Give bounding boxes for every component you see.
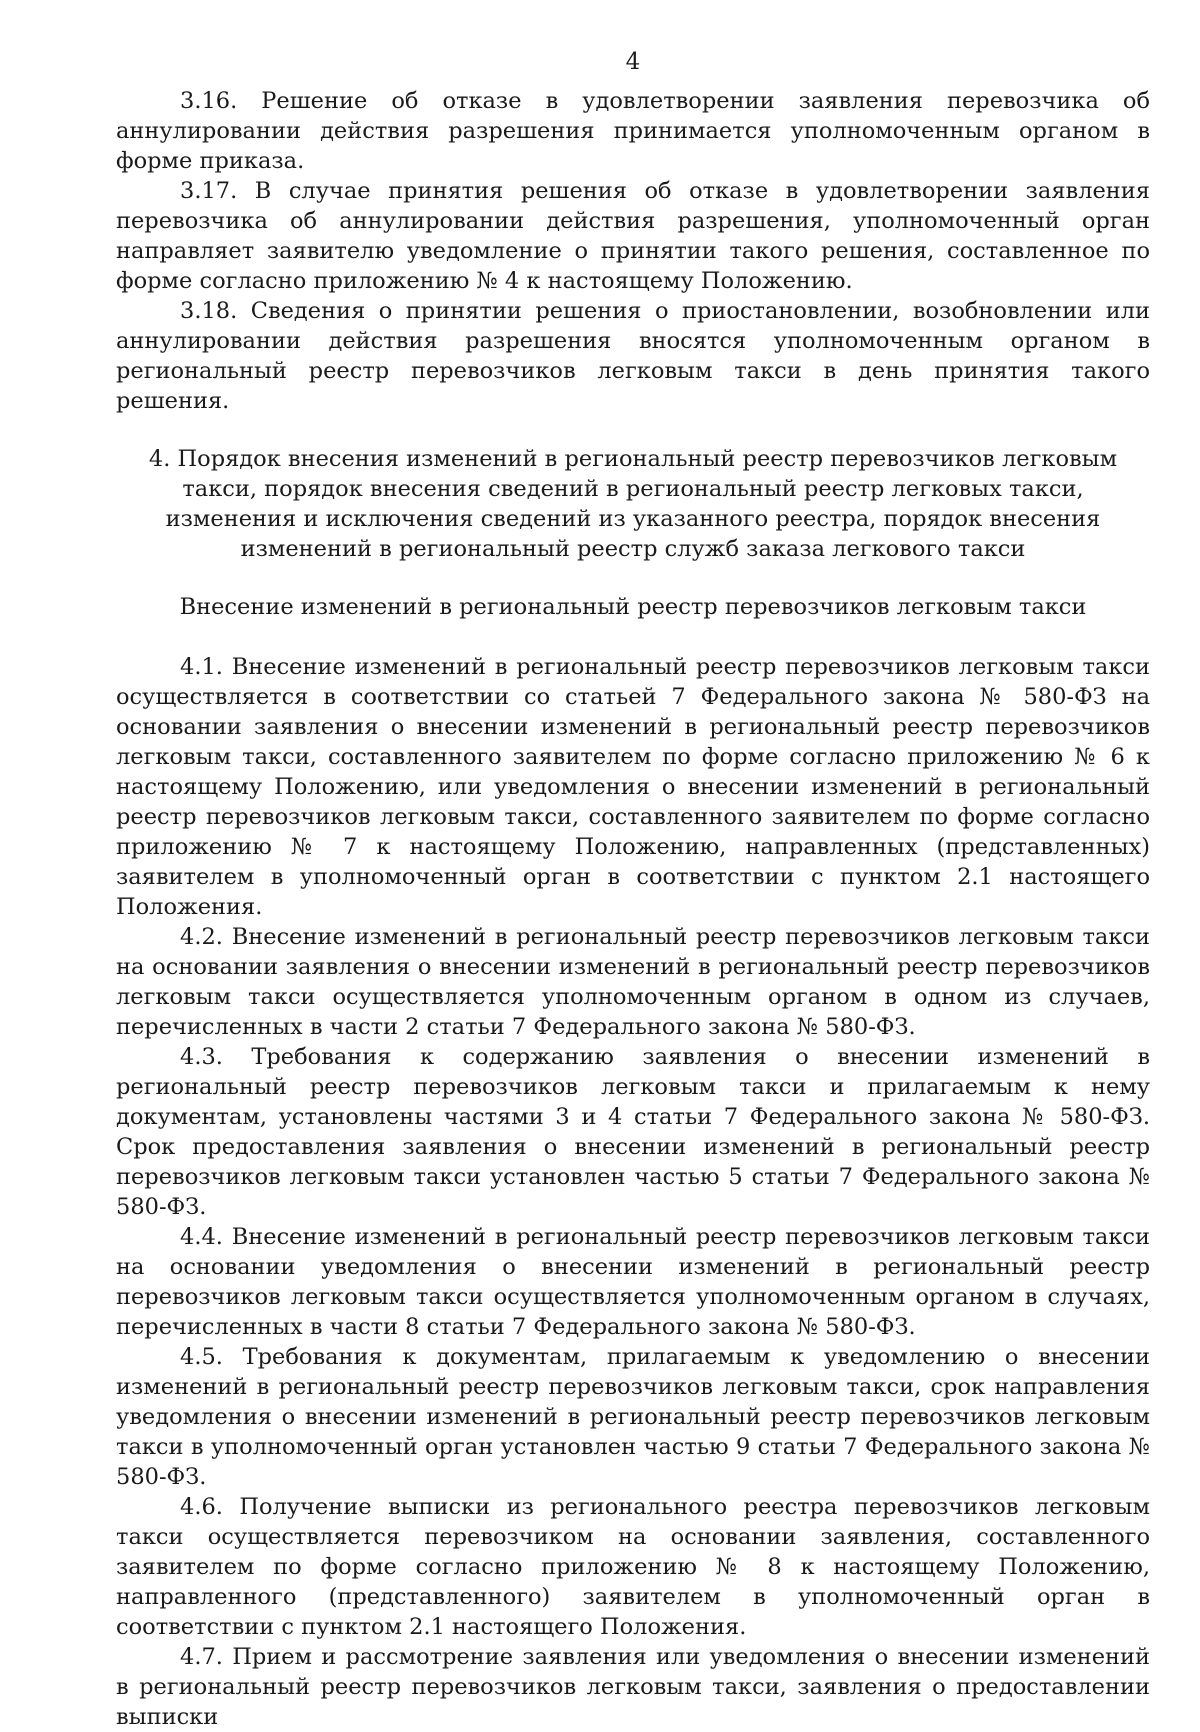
section-heading: 4. Порядок внесения изменений в региональный реестр перевозчиков легковым такси, порядок внесения сведений в региональный реестр легковых такси, изменения и исключения сведений из указанного реестра, порядок внесения изменений в региональный реестр служб заказа легкового такси — [148, 446, 1118, 562]
paragraph-4-5: 4.5. Требования к документам, прилагаемым к уведомлению о внесении изменений в региональный реестр перевозчиков легковым такси, срок направления уведомления о внесении изменений в региональный реестр перевозчиков легковым такси в уполномоченный орган установлен частью 9 статьи 7 Федерального закона № 580-ФЗ. — [116, 1344, 1150, 1490]
paragraph-4-2: 4.2. Внесение изменений в региональный реестр перевозчиков легковым такси на основании заявления о внесении изменений в региональный реестр перевозчиков легковым такси осуществляется уполномоченным органом в одном из случаев, перечисленных в части 2 статьи 7 Федерального закона № 580-ФЗ. — [116, 924, 1150, 1040]
paragraph-3-18: 3.18. Сведения о принятии решения о приостановлении, возобновлении или аннулировании действия разрешения вносятся уполномоченным органом в региональный реестр перевозчиков легковым такси в день принятия такого решения. — [116, 298, 1150, 414]
paragraph-3-17: 3.17. В случае принятия решения об отказе в удовлетворении заявления перевозчика об аннулировании действия разрешения, уполномоченный орган направляет заявителю уведомление о принятии такого решения, составленное по форме согласно приложению № 4 к настоящему Положению. — [116, 178, 1150, 294]
page-number: 4 — [625, 49, 641, 75]
sub-heading: Внесение изменений в региональный реестр перевозчиков легковым такси — [179, 594, 1087, 620]
paragraph-4-4: 4.4. Внесение изменений в региональный реестр перевозчиков легковым такси на основании уведомления о внесении изменений в региональный реестр перевозчиков легковым такси осуществляется уполномоченным органом в случаях, перечисленных в части 8 статьи 7 Федерального закона № 580-ФЗ. — [116, 1224, 1150, 1340]
paragraph-4-7: 4.7. Прием и рассмотрение заявления или уведомления о внесении изменений в региональный реестр перевозчиков легковым такси, заявления о предоставлении выписки — [116, 1644, 1150, 1730]
document-page — [116, 48, 1150, 1732]
paragraph-4-6: 4.6. Получение выписки из регионального реестра перевозчиков легковым такси осуществляется перевозчиком на основании заявления, составленного заявителем по форме согласно приложению № 8 к настоящему Положению, направленного (представленного) заявителем в уполномоченный орган в соответствии с пунктом 2.1 настоящего Положения. — [116, 1494, 1150, 1640]
paragraph-4-3: 4.3. Требования к содержанию заявления о внесении изменений в региональный реестр перевозчиков легковым такси и прилагаемым к нему документам, установлены частями 3 и 4 статьи 7 Федерального закона № 580-ФЗ. Срок предоставления заявления о внесении изменений в региональный реестр перевозчиков легковым такси установлен частью 5 статьи 7 Федерального закона № 580-ФЗ. — [116, 1044, 1150, 1220]
paragraph-4-1: 4.1. Внесение изменений в региональный реестр перевозчиков легковым такси осуществляется в соответствии со статьей 7 Федерального закона № 580-ФЗ на основании заявления о внесении изменений в региональный реестр перевозчиков легковым такси, составленного заявителем по форме согласно приложению № 6 к настоящему Положению, или уведомления о внесении изменений в региональный реестр перевозчиков легковым такси, составленного заявителем по форме согласно приложению № 7 к настоящему Положению, направленных (представленных) заявителем в уполномоченный орган в соответствии с пунктом 2.1 настоящего Положения. — [116, 654, 1150, 920]
paragraph-3-16: 3.16. Решение об отказе в удовлетворении заявления перевозчика об аннулировании действия разрешения принимается уполномоченным органом в форме приказа. — [116, 88, 1150, 174]
